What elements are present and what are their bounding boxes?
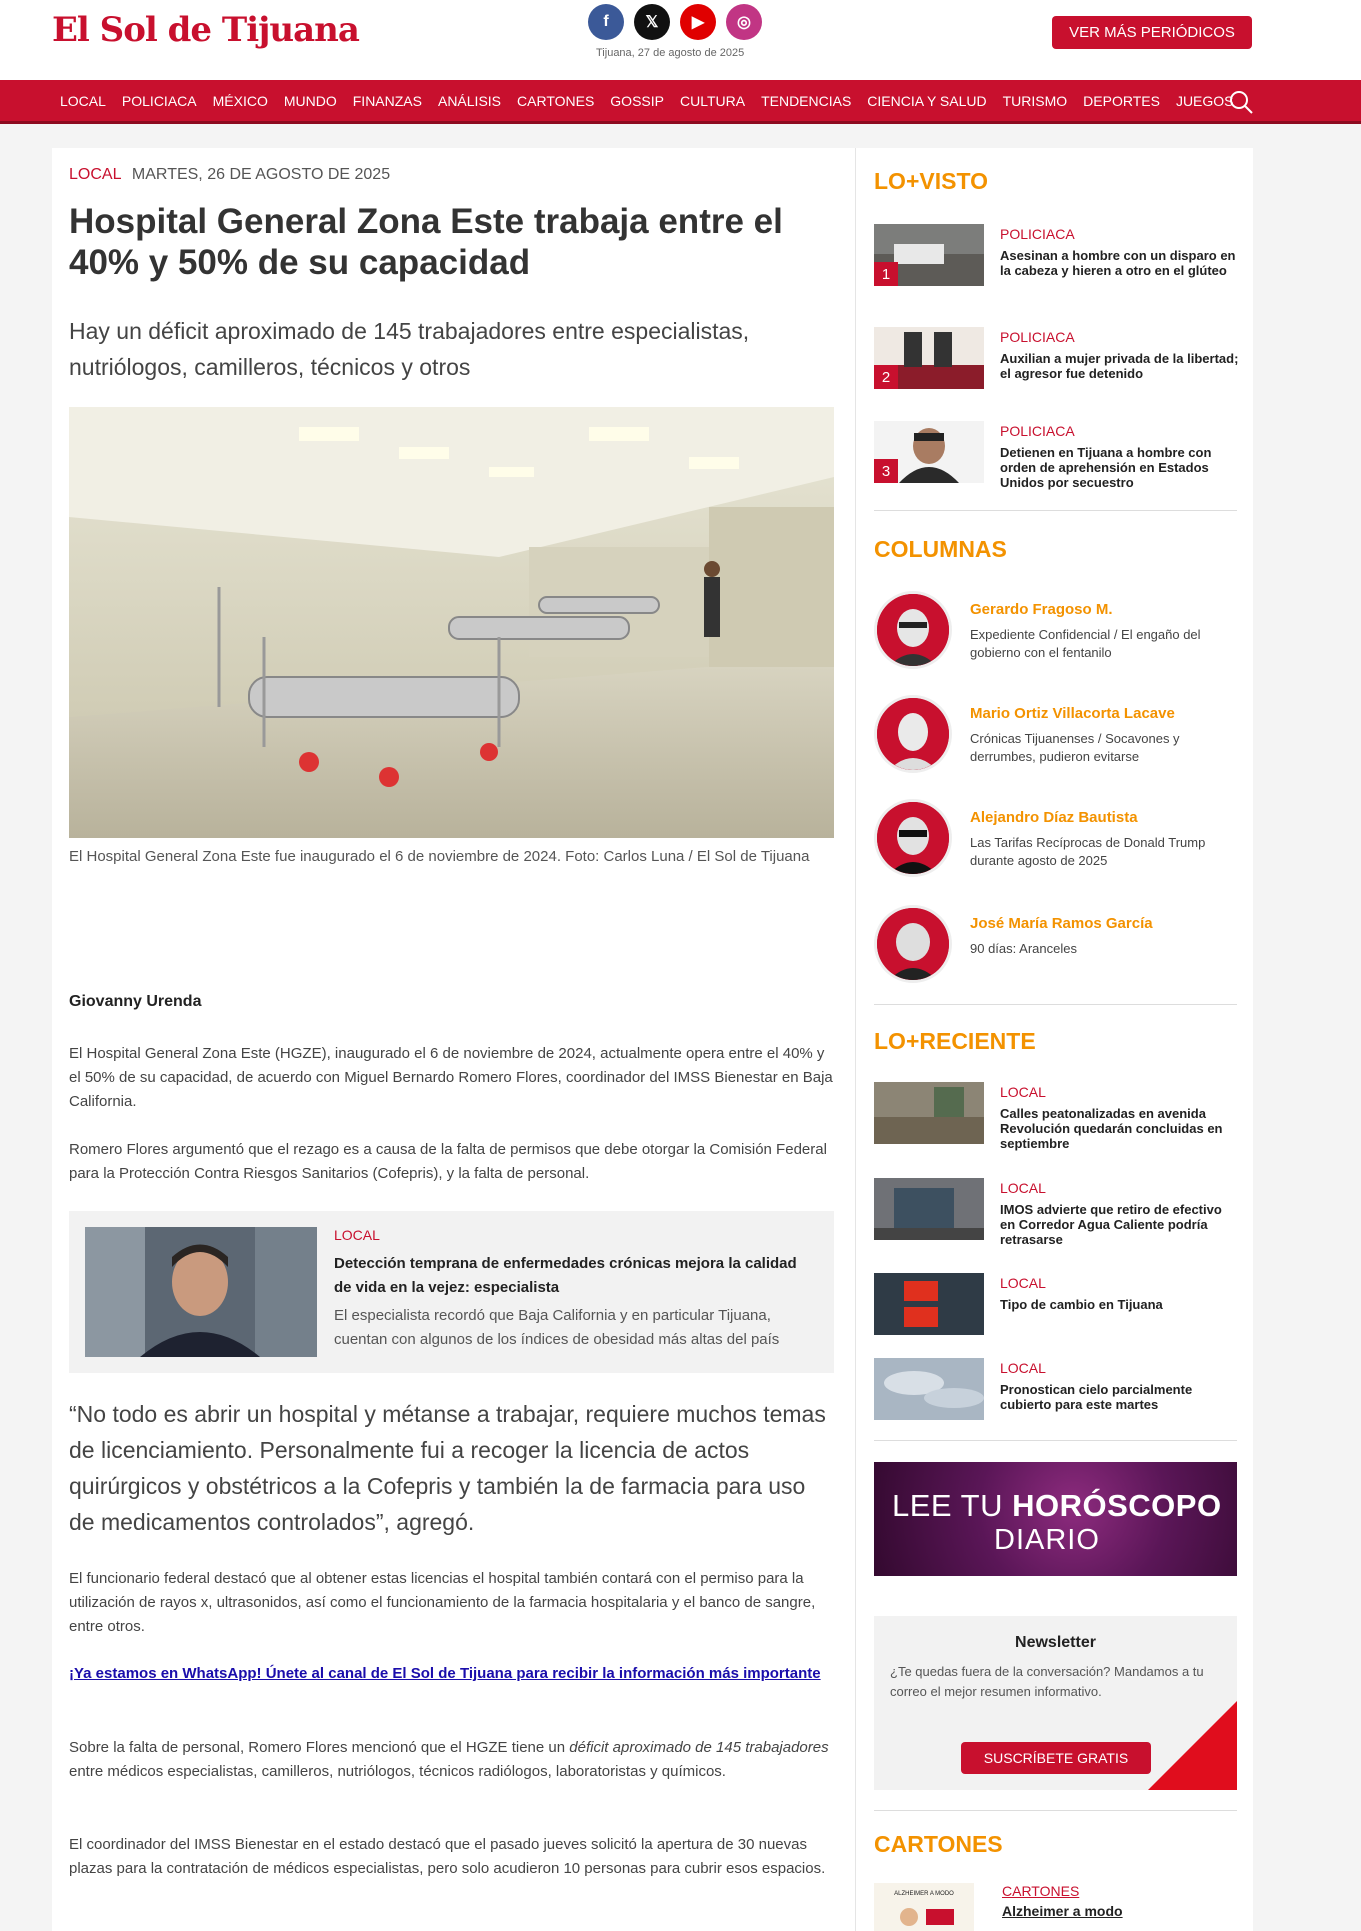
header-date: Tijuana, 27 de agosto de 2025	[596, 47, 745, 59]
column-title[interactable]: Las Tarifas Recíprocas de Donald Trump durante agosto de 2025	[970, 835, 1206, 868]
article-quote: “No todo es abrir un hospital y métanse a trabajar, requiere muchos temas de licenciamiento. Personalmente fui a recoger la licencia de actos quirúrgicos y obstétricos a la Cofepris y también la de farmacia para uso de medicamentos controlados”, agregó.	[69, 1401, 826, 1535]
lovisto-item[interactable]	[874, 421, 1237, 491]
columnist-name[interactable]: Alejandro Díaz Bautista	[970, 809, 1138, 826]
column-item[interactable]	[874, 591, 1237, 671]
divider	[874, 1004, 1237, 1005]
hero-caption: El Hospital General Zona Este fue inaugurado el 6 de noviembre de 2024. Foto: Carlos Luna / El Sol de Tijuana	[69, 848, 810, 865]
svg-text:ALZHEIMER A MODO: ALZHEIMER A MODO	[894, 1891, 954, 1897]
recent-item[interactable]	[874, 1082, 1237, 1152]
recent-title[interactable]: IMOS advierte que retiro de efectivo en Corredor Agua Caliente podría retrasarse	[1000, 1202, 1222, 1247]
rank-badge: 1	[874, 262, 898, 286]
article-dek: Hay un déficit aproximado de 145 trabajadores entre especialistas, nutriólogos, camilleros, técnicos y otros	[69, 318, 750, 380]
article-date: MARTES, 26 DE AGOSTO DE 2025	[131, 166, 391, 183]
nav-item-mexico[interactable]: MÉXICO	[212, 92, 268, 109]
newsletter-title: Newsletter	[1015, 1634, 1096, 1651]
x-icon[interactable]: 𝕏	[634, 4, 670, 40]
recent-section[interactable]: LOCAL	[1000, 1360, 1046, 1376]
recent-title[interactable]: Tipo de cambio en Tijuana	[1000, 1297, 1163, 1312]
main-nav	[0, 80, 1361, 124]
recent-section[interactable]: LOCAL	[1000, 1275, 1046, 1291]
recent-section[interactable]: LOCAL	[1000, 1084, 1046, 1100]
recent-item[interactable]	[874, 1178, 1237, 1248]
column-item[interactable]	[874, 799, 1237, 879]
recent-thumb[interactable]	[874, 1358, 984, 1420]
horoscope-banner[interactable]	[874, 1462, 1237, 1576]
related-article-card[interactable]	[69, 1211, 834, 1373]
horoscope-line-1: LEE TU HORÓSCOPO	[892, 1488, 1222, 1523]
article-section[interactable]: LOCAL	[69, 166, 122, 183]
lovisto-item[interactable]	[874, 327, 1237, 397]
columnist-avatar[interactable]	[874, 799, 952, 877]
more-newspapers-button[interactable]: VER MÁS PERIÓDICOS	[1052, 16, 1252, 49]
columnist-avatar[interactable]	[874, 695, 952, 773]
nav-item-analisis[interactable]: ANÁLISIS	[437, 92, 502, 109]
recent-thumb[interactable]	[874, 1178, 984, 1240]
nav-item-cartones[interactable]: CARTONES	[517, 92, 595, 109]
nav-item-finanzas[interactable]: FINANZAS	[352, 92, 422, 109]
lovisto-section[interactable]: POLICIACA	[1000, 329, 1075, 345]
article-kicker	[69, 166, 390, 184]
nav-item-ciencia-salud[interactable]: CIENCIA Y SALUD	[867, 92, 987, 109]
nav-item-juegos[interactable]: JUEGOS	[1175, 92, 1234, 109]
article-headline: Hospital General Zona Este trabaja entre el 40% y 50% de su capacidad	[69, 202, 783, 282]
whatsapp-link[interactable]: ¡Ya estamos en WhatsApp! Únete al canal de El Sol de Tijuana para recibir la información más importante	[69, 1665, 821, 1682]
nav-item-gossip[interactable]: GOSSIP	[610, 92, 664, 109]
hero-image[interactable]	[69, 407, 834, 838]
related-article-desc: El especialista recordó que Baja California y en particular Tijuana, cuentan con algunos de los índices de obesidad más altas del país	[334, 1307, 780, 1348]
lovisto-title[interactable]: Asesinan a hombre con un disparo en la cabeza y hieren a otro en el glúteo	[1000, 248, 1236, 278]
recent-section[interactable]: LOCAL	[1000, 1180, 1046, 1196]
social-links	[588, 4, 762, 40]
youtube-icon[interactable]: ▶	[680, 4, 716, 40]
horoscope-line-2: DIARIO	[994, 1524, 1100, 1556]
site-header	[0, 0, 1361, 80]
newsletter-desc: ¿Te quedas fuera de la conversación? Mandamos a tu correo el mejor resumen informativo.	[890, 1664, 1204, 1699]
lovisto-item[interactable]	[874, 224, 1237, 294]
recent-item[interactable]	[874, 1273, 1237, 1343]
recent-item[interactable]	[874, 1358, 1237, 1428]
nav-item-turismo[interactable]: TURISMO	[1002, 92, 1068, 109]
rank-badge: 2	[874, 365, 898, 389]
rank-badge: 3	[874, 459, 898, 483]
lovisto-section[interactable]: POLICIACA	[1000, 226, 1075, 242]
nav-item-policiaca[interactable]: POLICIACA	[121, 92, 197, 109]
column-title[interactable]: 90 días: Aranceles	[970, 941, 1077, 956]
columnas-heading[interactable]: COLUMNAS	[874, 536, 1007, 562]
columnist-name[interactable]: Mario Ortiz Villacorta Lacave	[970, 705, 1175, 722]
site-logo[interactable]: El Sol de Tijuana	[52, 10, 359, 50]
carton-section[interactable]: CARTONES	[1002, 1883, 1080, 1899]
carton-item[interactable]	[874, 1883, 1237, 1923]
cartones-heading[interactable]: CARTONES	[874, 1831, 1003, 1857]
instagram-icon[interactable]: ◎	[726, 4, 762, 40]
search-icon[interactable]	[1228, 89, 1254, 115]
sidebar	[855, 148, 1253, 1931]
article	[52, 148, 855, 1931]
newsletter-box	[874, 1616, 1237, 1790]
article-author[interactable]: Giovanny Urenda	[69, 993, 202, 1010]
paragraph-3: El funcionario federal destacó que al obtener estas licencias el hospital también contará con el permiso para la utilización de rayos x, ultrasonidos, así como el funcionamiento de la farmacia hospitalaria y el banco de sangre, entre otros.	[69, 1570, 816, 1635]
related-article-section[interactable]: LOCAL	[334, 1227, 380, 1243]
columnist-avatar[interactable]	[874, 905, 952, 983]
paragraph-1: El Hospital General Zona Este (HGZE), inaugurado el 6 de noviembre de 2024, actualmente opera entre el 40% y el 50% de su capacidad, de acuerdo con Miguel Bernardo Romero Flores, coordinador del IMSS Bienestar en Baja California.	[69, 1045, 833, 1110]
column-item[interactable]	[874, 905, 1237, 985]
columnist-name[interactable]: Gerardo Fragoso M.	[970, 601, 1113, 618]
nav-item-cultura[interactable]: CULTURA	[679, 92, 746, 109]
newsletter-corner-decoration	[1137, 1701, 1237, 1790]
lo-reciente-heading[interactable]: LO+RECIENTE	[874, 1028, 1036, 1054]
recent-title[interactable]: Pronostican cielo parcialmente cubierto para este martes	[1000, 1382, 1193, 1412]
paragraph-5: El coordinador del IMSS Bienestar en el estado destacó que el pasado jueves solicitó la apertura de 30 nuevas plazas para la contratación de médicos especialistas, pero solo acudieron 10 personas para cubrir esos espacios.	[69, 1836, 826, 1877]
columnist-name[interactable]: José María Ramos García	[970, 915, 1153, 932]
lovisto-section[interactable]: POLICIACA	[1000, 423, 1075, 439]
paragraph-4: Sobre la falta de personal, Romero Flores mencionó que el HGZE tiene un déficit aproximado de 145 trabajadores entre médicos especialistas, camilleros, nutriólogos, técnicos radiólogos, laboratoristas y químicos.	[69, 1739, 829, 1780]
nav-item-deportes[interactable]: DEPORTES	[1083, 92, 1160, 109]
nav-item-tendencias[interactable]: TENDENCIAS	[761, 92, 852, 109]
paragraph-2: Romero Flores argumentó que el rezago es a causa de la falta de permisos que debe otorgar la Comisión Federal para la Protección Contra Riesgos Sanitarios (Cofepris), y la falta de personal.	[69, 1141, 827, 1182]
facebook-icon[interactable]: f	[588, 4, 624, 40]
lovisto-title[interactable]: Auxilian a mujer privada de la libertad; el agresor fue detenido	[1000, 351, 1239, 381]
divider	[874, 1440, 1237, 1441]
column-title[interactable]: Crónicas Tijuanenses / Socavones y derrumbes, pudieron evitarse	[970, 731, 1180, 764]
column-title[interactable]: Expediente Confidencial / El engaño del gobierno con el fentanilo	[970, 627, 1201, 660]
columnist-avatar[interactable]	[874, 591, 952, 669]
carton-title[interactable]: Alzheimer a modo	[1002, 1903, 1123, 1919]
related-article-image[interactable]	[85, 1227, 317, 1357]
divider	[874, 1810, 1237, 1811]
divider	[874, 510, 1237, 511]
related-article-title[interactable]: Detección temprana de enfermedades crónicas mejora la calidad de vida en la vejez: especialista	[334, 1255, 797, 1296]
column-item[interactable]	[874, 695, 1237, 775]
lovisto-heading[interactable]: LO+VISTO	[874, 168, 988, 194]
nav-item-mundo[interactable]: MUNDO	[283, 92, 337, 109]
recent-thumb[interactable]	[874, 1273, 984, 1335]
recent-title[interactable]: Calles peatonalizadas en avenida Revolución quedarán concluidas en septiembre	[1000, 1106, 1223, 1151]
subscribe-button[interactable]: SUSCRÍBETE GRATIS	[961, 1742, 1151, 1774]
carton-thumb[interactable]	[874, 1883, 974, 1931]
recent-thumb[interactable]	[874, 1082, 984, 1144]
lovisto-title[interactable]: Detienen en Tijuana a hombre con orden de aprehensión en Estados Unidos por secuestro	[1000, 445, 1212, 490]
nav-item-local[interactable]: LOCAL	[60, 92, 106, 109]
